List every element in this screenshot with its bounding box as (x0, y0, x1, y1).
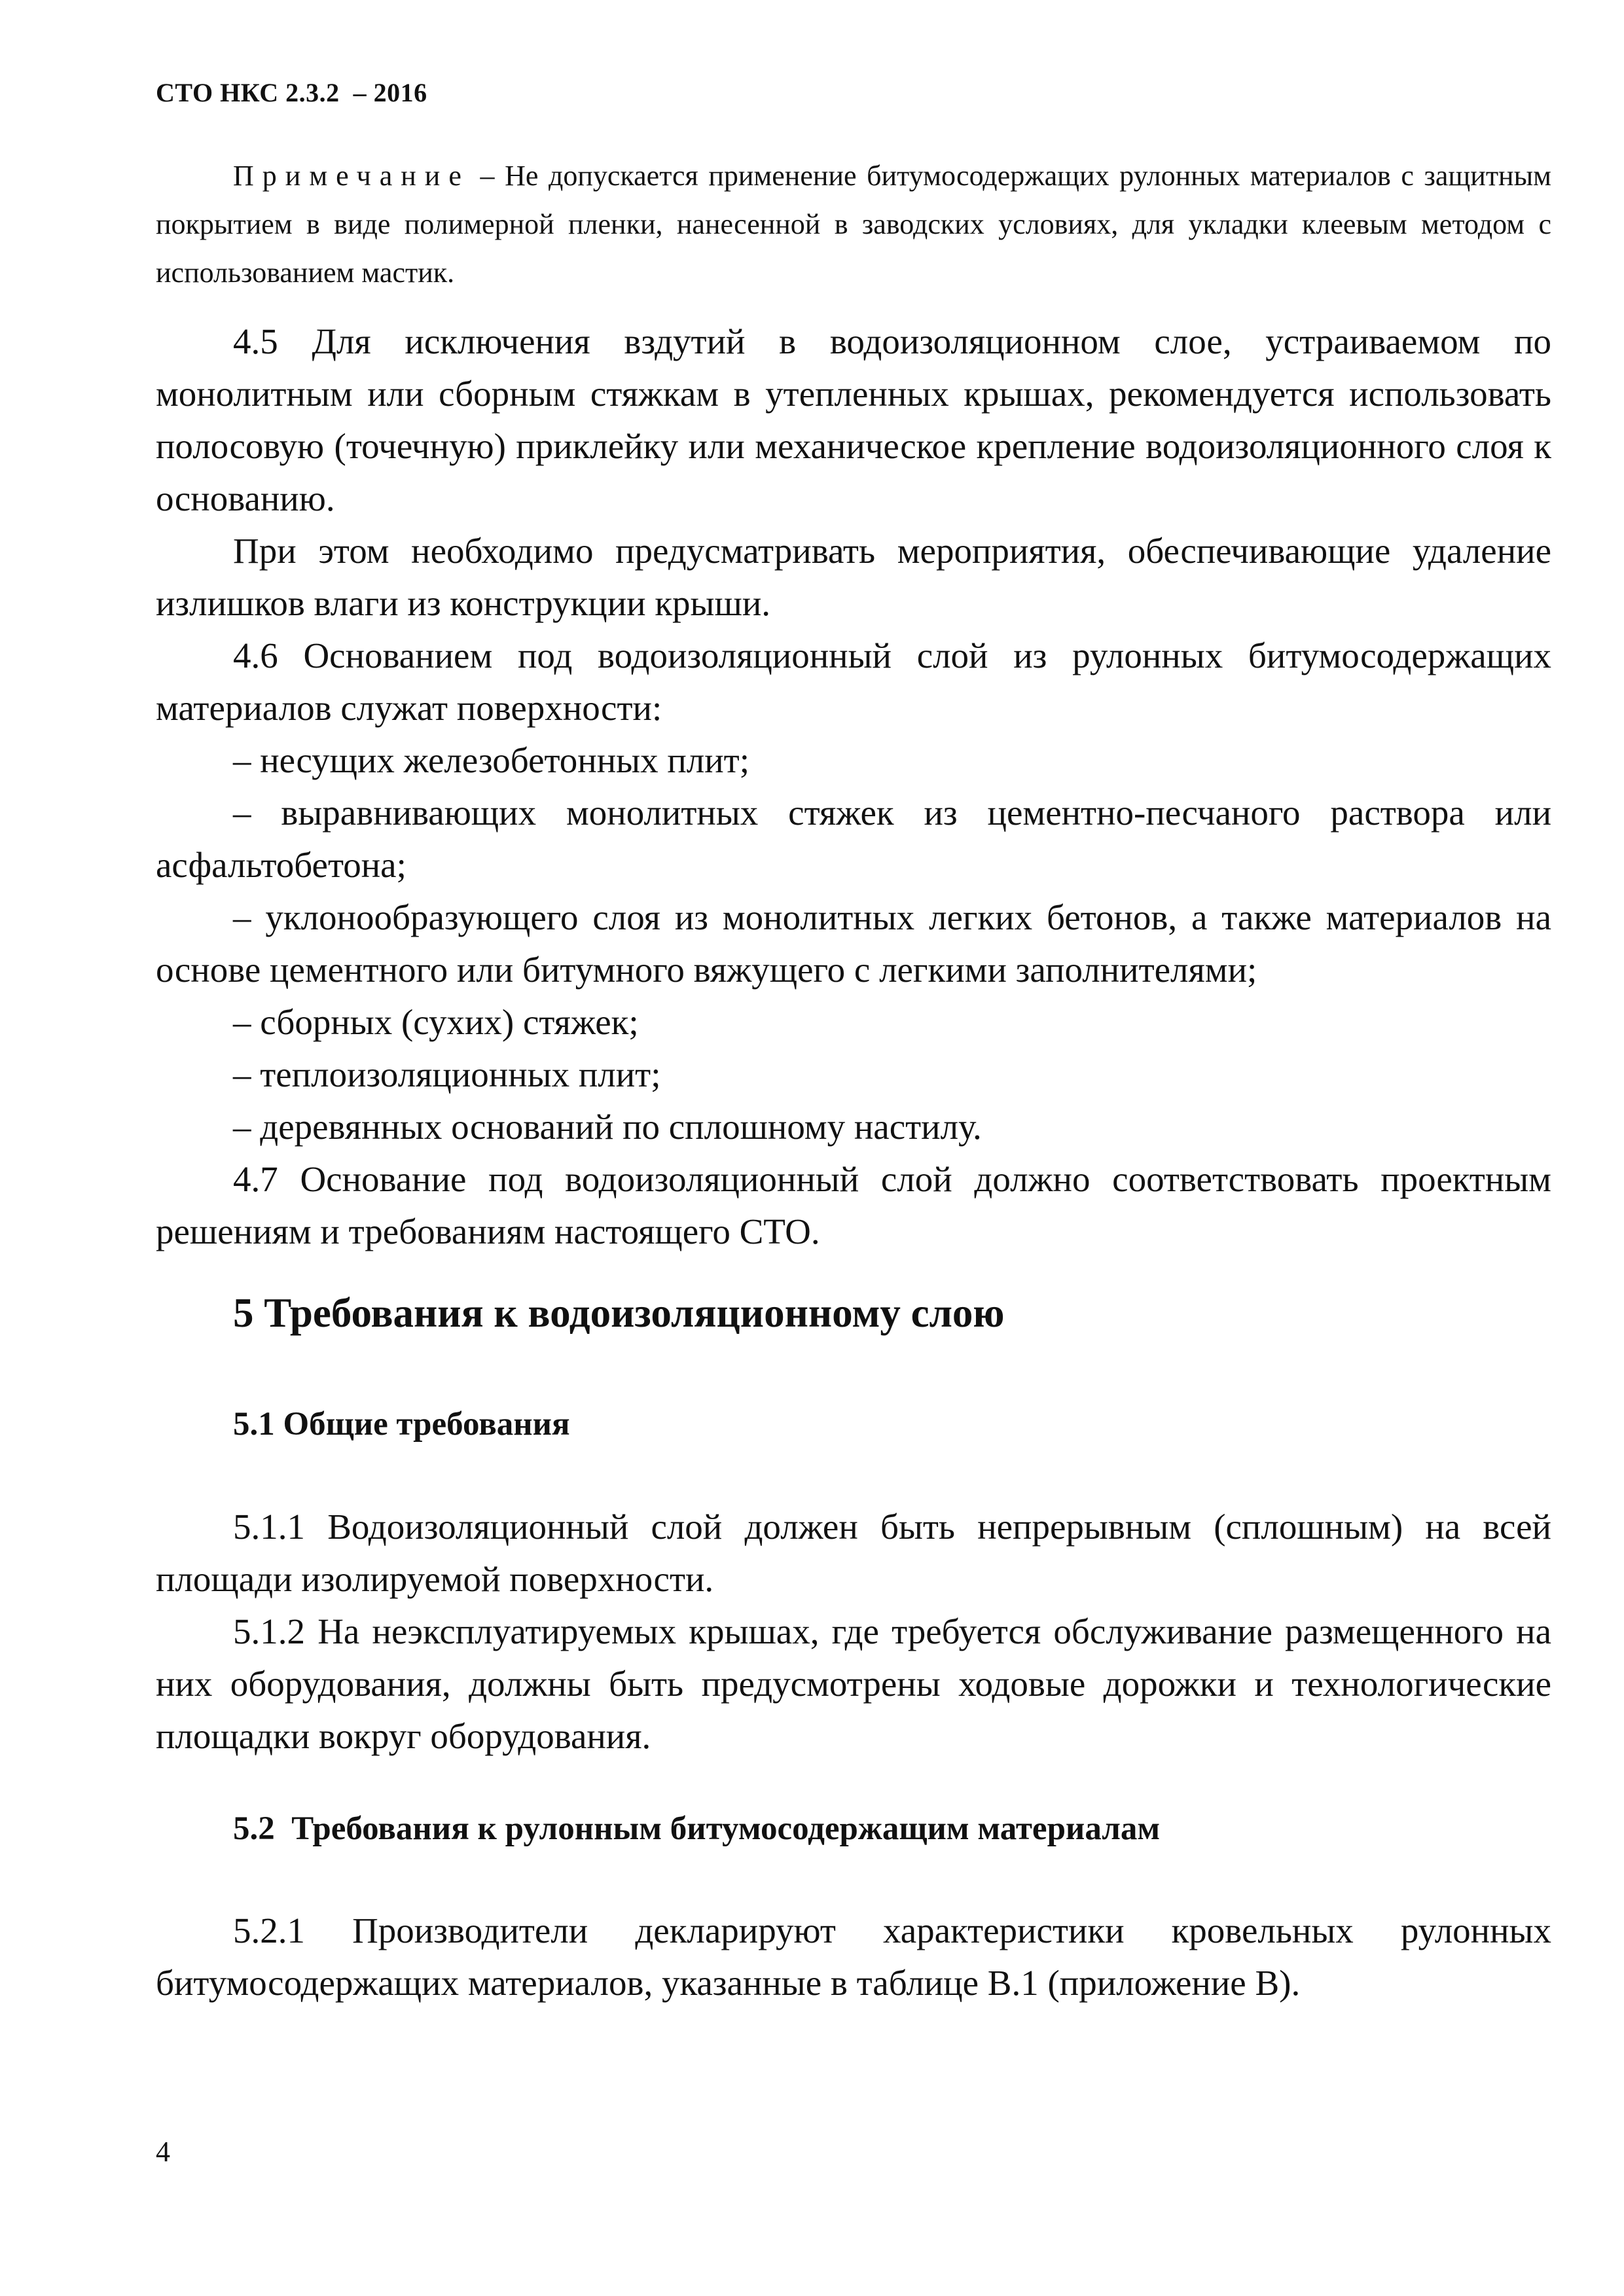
note-label: Примечание (233, 160, 470, 192)
list-item-dry-screeds: – сборных (сухих) стяжек; (233, 1002, 639, 1042)
paragraph-5-1-1: 5.1.1 Водоизоляционный слой должен быть непрерывным (сплошным) на всей площади изолируемой поверхности. (156, 1507, 1551, 1599)
paragraph-4-6: 4.6 Основанием под водоизоляционный слой из рулонных битумосодержащих материалов служат поверхности: (156, 636, 1551, 728)
paragraph-5-2-1: 5.2.1 Производители декларируют характеристики кровельных рулонных битумосодержащих материалов, указанные в таблице В.1 (приложение В). (156, 1910, 1551, 2003)
paragraph-5-1-2: 5.1.2 На неэксплуатируемых крышах, где требуется обслуживание размещенного на них оборудования, должны быть предусмотрены ходовые дорожки и технологические площадки вокруг оборудования. (156, 1611, 1551, 1756)
subsection-5-1-body (156, 1501, 1551, 1763)
list-item-levelling-screeds: – выравнивающих монолитных стяжек из цементно-песчаного раствора или асфальтобетона; (156, 793, 1551, 885)
list-item-slope-layer: – уклонообразующего слоя из монолитных легких бетонов, а также материалов на основе цементного или битумного вяжущего с легкими заполнителями; (156, 897, 1551, 990)
list-item-slabs: – несущих железобетонных плит; (233, 740, 749, 780)
paragraph-4-7: 4.7 Основание под водоизоляционный слой должно соответствовать проектным решениям и требованиям настоящего СТО. (156, 1159, 1551, 1251)
note-paragraph (156, 152, 1551, 297)
subsection-5-2-body (156, 1905, 1551, 2009)
paragraph-4-5-moisture: При этом необходимо предусматривать мероприятия, обеспечивающие удаление излишков влаги из конструкции крыши. (156, 531, 1551, 623)
page-number: 4 (156, 2136, 170, 2168)
note-text: – Не допускается применение битумосодержащих рулонных материалов с защитным покрытием в виде полимерной пленки, нанесенной в заводских условиях, для укладки клеевым методом с использованием мастик. (156, 160, 1551, 289)
subsection-5-2-heading: 5.2 Требования к рулонным битумосодержащим материалам (233, 1810, 1161, 1847)
list-item-insulation-boards: – теплоизоляционных плит; (233, 1054, 661, 1094)
section-4-body (156, 315, 1551, 1258)
paragraph-4-5: 4.5 Для исключения вздутий в водоизоляционном слое, устраиваемом по монолитным или сборным стяжкам в утепленных крышах, рекомендуется использовать полосовую (точечную) приклейку или механическое крепление водоизоляционного слоя к основанию. (156, 321, 1551, 518)
subsection-5-1-heading: 5.1 Общие требования (233, 1406, 570, 1443)
document-code-header: СТО НКС 2.3.2 – 2016 (156, 78, 427, 107)
list-item-wooden-bases: – деревянных оснований по сплошному настилу. (233, 1107, 982, 1147)
section-5-heading: 5 Требования к водоизоляционному слою (233, 1290, 1005, 1336)
